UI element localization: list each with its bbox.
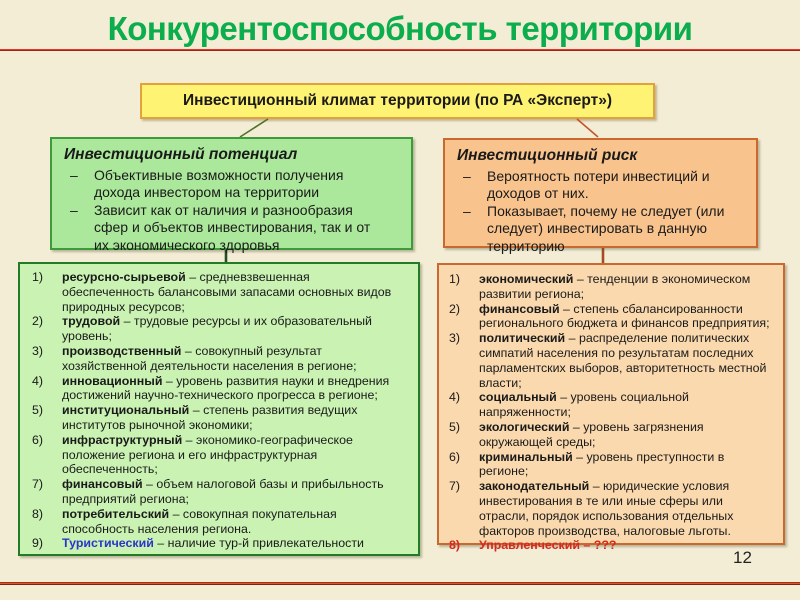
list-item — [32, 374, 402, 404]
item-number: 1) — [32, 270, 44, 284]
item-desc: – уровень развития науки и внедрения достижений научно-технического прогресса в регионе; — [62, 373, 390, 403]
item-term: ресурсно-сырьевой — [62, 270, 186, 284]
item-number: 6) — [449, 449, 461, 464]
item-term: инфраструктурный — [62, 432, 183, 447]
list-item — [32, 477, 402, 507]
item-term: законодательный — [479, 479, 590, 494]
item-desc: – уровень преступности в регионе; — [479, 449, 725, 479]
item-desc: – распределение политических симпатий населения по результатам последних парламентских выборов, авторитетность местной власти; — [479, 331, 767, 390]
item-number: 2) — [449, 301, 461, 316]
item-number: 9) — [32, 536, 44, 551]
potential-box-title: Инвестиционный потенциал — [64, 146, 298, 163]
connector-right-diagonal — [577, 119, 598, 137]
list-item — [32, 507, 402, 537]
item-desc: – совокупная покупательная способность населения региона. — [62, 506, 337, 536]
list-item — [449, 538, 773, 553]
item-text — [62, 507, 402, 537]
item-text — [62, 536, 402, 551]
page-title: Конкурентоспособность территории — [107, 10, 693, 47]
item-number: 5) — [449, 419, 461, 434]
risk-box — [443, 138, 758, 254]
item-number: 8) — [449, 538, 461, 553]
item-text — [62, 433, 402, 477]
item-number: 1) — [449, 272, 461, 286]
item-number: 6) — [32, 432, 44, 447]
item-term: экологический — [479, 419, 570, 434]
item-term: социальный — [479, 390, 557, 405]
list-item — [449, 450, 773, 480]
item-desc: – совокупный результат хозяйственной деятельности населения в регионе; — [62, 343, 357, 373]
dash-marker: – — [463, 202, 471, 219]
item-number: 3) — [449, 331, 461, 346]
item-text — [62, 314, 402, 344]
item-text — [479, 450, 773, 480]
item-number: 8) — [32, 506, 44, 521]
item-number: 3) — [32, 343, 44, 358]
item-text — [62, 403, 402, 433]
list-item — [32, 536, 402, 551]
list-item — [449, 390, 773, 420]
item-text — [479, 479, 773, 538]
list-item — [449, 420, 773, 450]
item-text — [479, 272, 773, 302]
risk-box-title: Инвестиционный риск — [457, 147, 638, 164]
bullet-text: Зависит как от наличия и разнообразия сфер и объектов инвестирования, так и от их экономического здоровья — [94, 201, 371, 253]
item-text — [62, 477, 402, 507]
bullet-item — [457, 168, 748, 203]
bullet-item — [457, 203, 748, 255]
item-number: 2) — [32, 314, 44, 329]
item-term: финансовый — [62, 477, 143, 492]
item-desc: – экономико-географическое положение региона и его инфраструктурная обеспеченность; — [62, 432, 353, 477]
dash-marker: – — [70, 201, 78, 218]
item-desc: – тенденции в экономическом развитии региона; — [479, 272, 751, 301]
bullet-text: Показывает, почему не следует (или следует) инвестировать в данную территорию — [487, 202, 725, 254]
list-item — [32, 403, 402, 433]
page-number: 12 — [733, 548, 752, 567]
item-desc: – уровень социальной напряженности; — [479, 390, 689, 420]
item-desc: – наличие тур-й привлекательности — [153, 536, 364, 551]
item-number: 4) — [449, 390, 461, 405]
item-text — [479, 538, 773, 553]
dash-marker: – — [463, 168, 471, 184]
item-term: экономический — [479, 272, 574, 286]
item-desc: – средневзвешенная обеспеченность балансовыми запасами основных видов природных ресурсов; — [62, 270, 392, 314]
item-term: институциональный — [62, 403, 190, 418]
item-text — [62, 270, 402, 314]
list-item — [32, 270, 402, 314]
bullet-item — [64, 202, 403, 254]
item-desc: – уровень загрязнения окружающей среды; — [479, 419, 704, 449]
item-term: Туристический — [62, 536, 154, 551]
item-number: 7) — [449, 479, 461, 494]
bullet-item — [64, 167, 403, 202]
item-desc: – объем налоговой базы и прибыльность предприятий региона; — [62, 477, 384, 506]
item-number: 4) — [32, 373, 44, 388]
climate-box — [140, 83, 655, 119]
title-underline — [0, 49, 800, 51]
item-text — [62, 374, 402, 404]
connector-left-diagonal — [240, 119, 268, 137]
item-term: политический — [479, 331, 566, 346]
list-item — [449, 302, 773, 332]
dash-marker: – — [70, 167, 78, 183]
potential-list-box — [18, 262, 420, 556]
list-item — [32, 433, 402, 477]
item-text — [479, 331, 773, 390]
item-text — [479, 420, 773, 450]
item-number: 7) — [32, 477, 44, 492]
item-number: 5) — [32, 403, 44, 418]
bullet-text: Объективные возможности получения дохода инвестором на территории — [94, 167, 344, 201]
item-term: Управленческий — [479, 538, 580, 553]
item-desc: – степень развития ведущих институтов рыночной экономики; — [62, 403, 358, 432]
item-term: финансовый — [479, 301, 560, 316]
item-desc: – трудовые ресурсы и их образовательный уровень; — [62, 314, 372, 344]
item-desc: – ??? — [579, 538, 617, 553]
item-term: производственный — [62, 343, 182, 358]
item-desc: – степень сбалансированности регионального бюджета и финансов предприятия; — [479, 301, 770, 331]
list-item — [32, 344, 402, 374]
climate-box-label: Инвестиционный климат территории (по РА «Эксперт») — [183, 92, 612, 109]
list-item — [449, 479, 773, 538]
item-desc: – юридические условия инвестирования в те или иные сферы или отрасли, порядок использования отдельных факторов производства, налоговые льготы. — [479, 479, 734, 538]
list-item — [449, 331, 773, 390]
potential-box — [50, 137, 413, 253]
bullet-text: Вероятность потери инвестиций и доходов от них. — [487, 168, 710, 202]
item-term: инновационный — [62, 373, 163, 388]
item-text — [479, 390, 773, 420]
item-term: криминальный — [479, 449, 573, 464]
list-item — [32, 314, 402, 344]
item-text — [479, 302, 773, 332]
bottom-rule — [0, 582, 800, 585]
item-term: трудовой — [62, 314, 121, 329]
risk-list-box — [437, 263, 785, 553]
list-item — [449, 272, 773, 302]
item-text — [62, 344, 402, 374]
item-term: потребительский — [62, 506, 170, 521]
